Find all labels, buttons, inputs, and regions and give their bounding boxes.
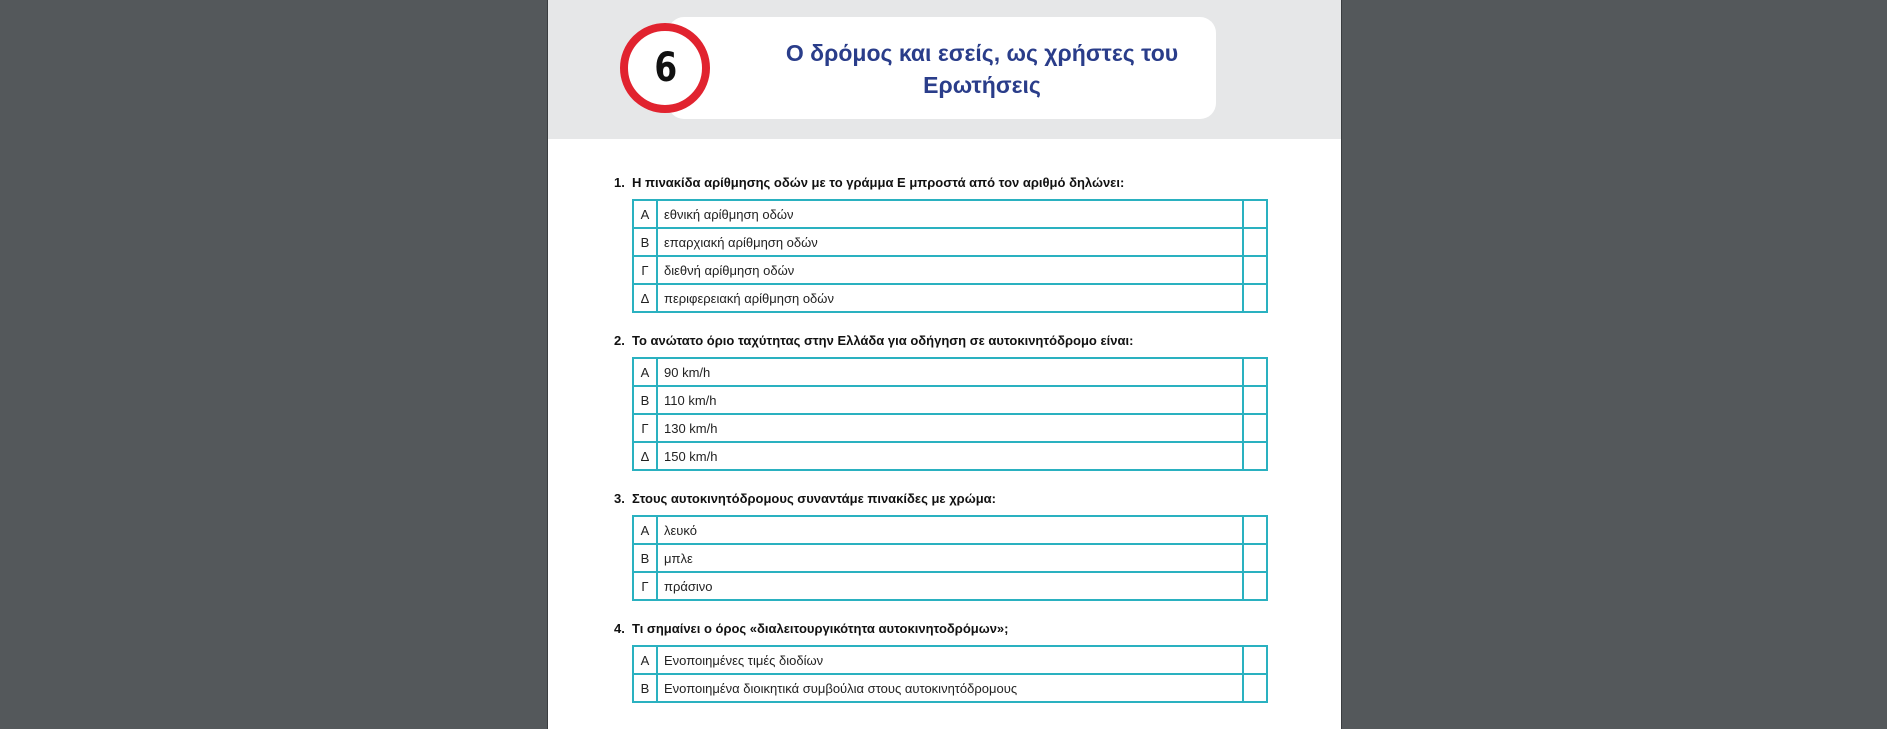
chapter-number-badge: [620, 23, 710, 113]
answer-table: [632, 199, 1268, 313]
answer-text: 130 km/h: [657, 414, 1243, 442]
answer-text: Ενοποιημένες τιμές διοδίων: [657, 646, 1243, 674]
answer-checkbox[interactable]: [1243, 256, 1267, 284]
chapter-number: 6: [653, 45, 677, 91]
answer-checkbox[interactable]: [1243, 572, 1267, 600]
answer-row: [633, 442, 1267, 470]
answer-letter: Β: [633, 544, 657, 572]
answer-row: [633, 256, 1267, 284]
answer-checkbox[interactable]: [1243, 442, 1267, 470]
question-number: 3.: [614, 491, 625, 506]
answer-row: [633, 646, 1267, 674]
answer-text: 90 km/h: [657, 358, 1243, 386]
question-4: [614, 617, 1274, 703]
title-line-2: Ερωτήσεις: [923, 72, 1041, 98]
answer-row: [633, 228, 1267, 256]
question-number: 4.: [614, 621, 625, 636]
answer-row: [633, 572, 1267, 600]
question-text: [614, 171, 1274, 195]
answer-row: [633, 516, 1267, 544]
answer-checkbox[interactable]: [1243, 386, 1267, 414]
answer-checkbox[interactable]: [1243, 414, 1267, 442]
answer-checkbox[interactable]: [1243, 200, 1267, 228]
answer-checkbox[interactable]: [1243, 516, 1267, 544]
answer-text: διεθνή αρίθμηση οδών: [657, 256, 1243, 284]
answer-table: [632, 515, 1268, 601]
header-band: [548, 0, 1341, 139]
title-line-1: Ο δρόμος και εσείς, ως χρήστες του: [785, 40, 1179, 66]
answer-checkbox[interactable]: [1243, 358, 1267, 386]
question-3: [614, 487, 1274, 601]
answer-letter: Α: [633, 646, 657, 674]
answer-text: εθνική αρίθμηση οδών: [657, 200, 1243, 228]
answer-letter: Α: [633, 200, 657, 228]
answer-text: 150 km/h: [657, 442, 1243, 470]
answer-row: [633, 358, 1267, 386]
question-label: Η πινακίδα αρίθμησης οδών με το γράμμα Ε μπροστά από τον αριθμό δηλώνει:: [632, 175, 1125, 190]
question-text: [614, 617, 1274, 641]
question-number: 1.: [614, 175, 625, 190]
answer-letter: Β: [633, 674, 657, 702]
question-label: Στους αυτοκινητόδρομους συναντάμε πινακίδες με χρώμα:: [632, 491, 996, 506]
answer-letter: Γ: [633, 414, 657, 442]
answer-table: [632, 645, 1268, 703]
document-page: [548, 0, 1341, 729]
question-label: Το ανώτατο όριο ταχύτητας στην Ελλάδα για οδήγηση σε αυτοκινητόδρομο είναι:: [632, 333, 1134, 348]
answer-text: μπλε: [657, 544, 1243, 572]
answer-text: επαρχιακή αρίθμηση οδών: [657, 228, 1243, 256]
page-title: [748, 37, 1216, 101]
answer-text: Ενοποιημένα διοικητικά συμβούλια στους αυτοκινητόδρομους: [657, 674, 1243, 702]
question-number: 2.: [614, 333, 625, 348]
answer-letter: Β: [633, 386, 657, 414]
answer-text: περιφερειακή αρίθμηση οδών: [657, 284, 1243, 312]
answer-text: λευκό: [657, 516, 1243, 544]
question-label: Τι σημαίνει ο όρος «διαλειτουργικότητα αυτοκινητοδρόμων»;: [632, 621, 1009, 636]
answer-letter: Δ: [633, 284, 657, 312]
question-2: [614, 329, 1274, 471]
answer-checkbox[interactable]: [1243, 544, 1267, 572]
answer-text: πράσινο: [657, 572, 1243, 600]
answer-letter: Α: [633, 516, 657, 544]
answer-letter: Α: [633, 358, 657, 386]
answer-text: 110 km/h: [657, 386, 1243, 414]
question-text: [614, 329, 1274, 353]
question-1: [614, 171, 1274, 313]
answer-row: [633, 674, 1267, 702]
answer-row: [633, 544, 1267, 572]
answer-letter: Γ: [633, 572, 657, 600]
answer-table: [632, 357, 1268, 471]
answer-row: [633, 284, 1267, 312]
question-list: [614, 171, 1274, 719]
answer-row: [633, 414, 1267, 442]
question-text: [614, 487, 1274, 511]
answer-checkbox[interactable]: [1243, 674, 1267, 702]
answer-letter: Β: [633, 228, 657, 256]
answer-letter: Γ: [633, 256, 657, 284]
answer-checkbox[interactable]: [1243, 646, 1267, 674]
answer-row: [633, 386, 1267, 414]
answer-row: [633, 200, 1267, 228]
title-box: [668, 17, 1216, 119]
answer-checkbox[interactable]: [1243, 228, 1267, 256]
page-edge-right: [1341, 0, 1342, 729]
answer-checkbox[interactable]: [1243, 284, 1267, 312]
answer-letter: Δ: [633, 442, 657, 470]
